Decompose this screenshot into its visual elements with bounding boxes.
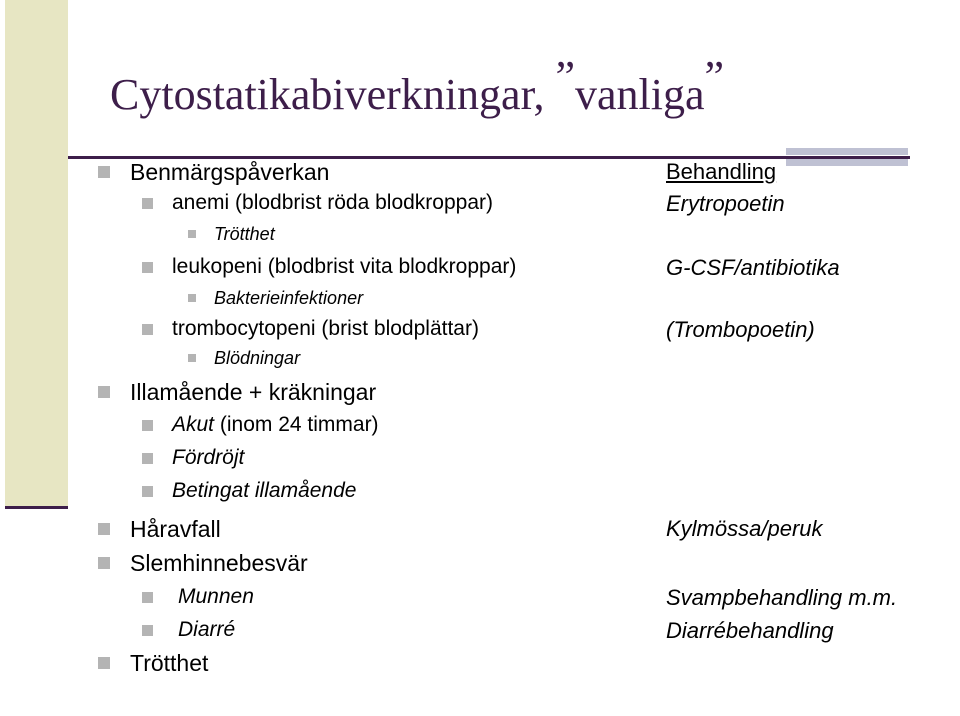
treatment-diarre: Diarrébehandling — [666, 618, 834, 643]
bullet-benmarg — [98, 157, 329, 187]
bullet-text: trombocytopeni (brist blodplättar) — [172, 317, 479, 340]
treatment-gcsf: G-CSF/antibiotika — [666, 255, 840, 280]
treatment-header: Behandling — [666, 159, 777, 184]
akut-label: Akut — [172, 413, 215, 436]
bullet-betingat — [142, 477, 356, 505]
bullet-text: leukopeni (blodbrist vita blodkroppar) — [172, 255, 517, 278]
treatment-svamp: Svampbehandling m.m. — [666, 585, 898, 610]
side-band-decoration — [5, 0, 68, 506]
bullet-leukopeni — [142, 253, 516, 281]
bullet-text: Betingat illamående — [172, 479, 357, 502]
bullet-slemhinne — [98, 548, 308, 578]
bullet-trotthet — [98, 648, 208, 678]
bullet-square-icon — [142, 262, 153, 273]
bullet-square-icon — [142, 324, 153, 335]
bullet-square-icon — [98, 657, 110, 669]
bullet-akut — [142, 411, 379, 439]
bullet-text — [172, 413, 379, 437]
title-open-quote: ” — [555, 52, 576, 101]
bullet-text: Diarré — [178, 618, 236, 641]
bullet-text: Trötthet — [130, 649, 209, 676]
bullet-text: Slemhinnebesvär — [130, 549, 308, 576]
bullet-text: Fördröjt — [172, 446, 245, 469]
bullet-illamaende — [98, 377, 376, 407]
bullet-square-icon — [188, 294, 196, 302]
bullet-trotthet-sub — [188, 222, 275, 246]
bullet-square-icon — [142, 592, 153, 603]
bullet-square-icon — [142, 453, 153, 464]
bullet-trombo — [142, 315, 479, 343]
bullet-munnen — [142, 583, 254, 611]
bullet-text: Illamående + kräkningar — [130, 378, 377, 405]
bullet-text: Benmärgspåverkan — [130, 158, 330, 185]
bullet-square-icon — [98, 386, 110, 398]
title-word: vanliga — [575, 70, 705, 119]
bullet-square-icon — [98, 166, 110, 178]
bullet-text: Trötthet — [214, 223, 275, 244]
bullet-square-icon — [98, 557, 110, 569]
bullet-anemi — [142, 189, 493, 217]
title-close-quote: ” — [704, 52, 725, 101]
bullet-blodningar — [188, 346, 300, 370]
bullet-diarre — [142, 616, 235, 644]
treatment-trombopoetin: (Trombopoetin) — [666, 317, 815, 342]
bullet-text: Munnen — [178, 585, 254, 608]
bullet-text: Bakterieinfektioner — [214, 287, 364, 308]
title-main: Cytostatikabiverkningar, — [110, 70, 556, 119]
bullet-text: Håravfall — [130, 515, 221, 542]
bullet-haravfall — [98, 514, 221, 544]
slide-title — [110, 52, 725, 120]
bullet-square-icon — [98, 523, 110, 535]
akut-detail: (inom 24 timmar) — [214, 413, 379, 436]
treatment-erytropoetin: Erytropoetin — [666, 191, 785, 216]
bullet-fordrojt — [142, 444, 244, 472]
bullet-square-icon — [188, 230, 196, 238]
bullet-square-icon — [142, 486, 153, 497]
bullet-bakterie — [188, 286, 363, 310]
bullet-square-icon — [142, 420, 153, 431]
bullet-square-icon — [142, 625, 153, 636]
treatment-kylmossa: Kylmössa/peruk — [666, 516, 823, 541]
bullet-text: anemi (blodbrist röda blodkroppar) — [172, 191, 493, 214]
bullet-text: Blödningar — [214, 347, 301, 368]
side-divider — [5, 506, 68, 509]
bullet-square-icon — [188, 354, 196, 362]
bullet-square-icon — [142, 198, 153, 209]
